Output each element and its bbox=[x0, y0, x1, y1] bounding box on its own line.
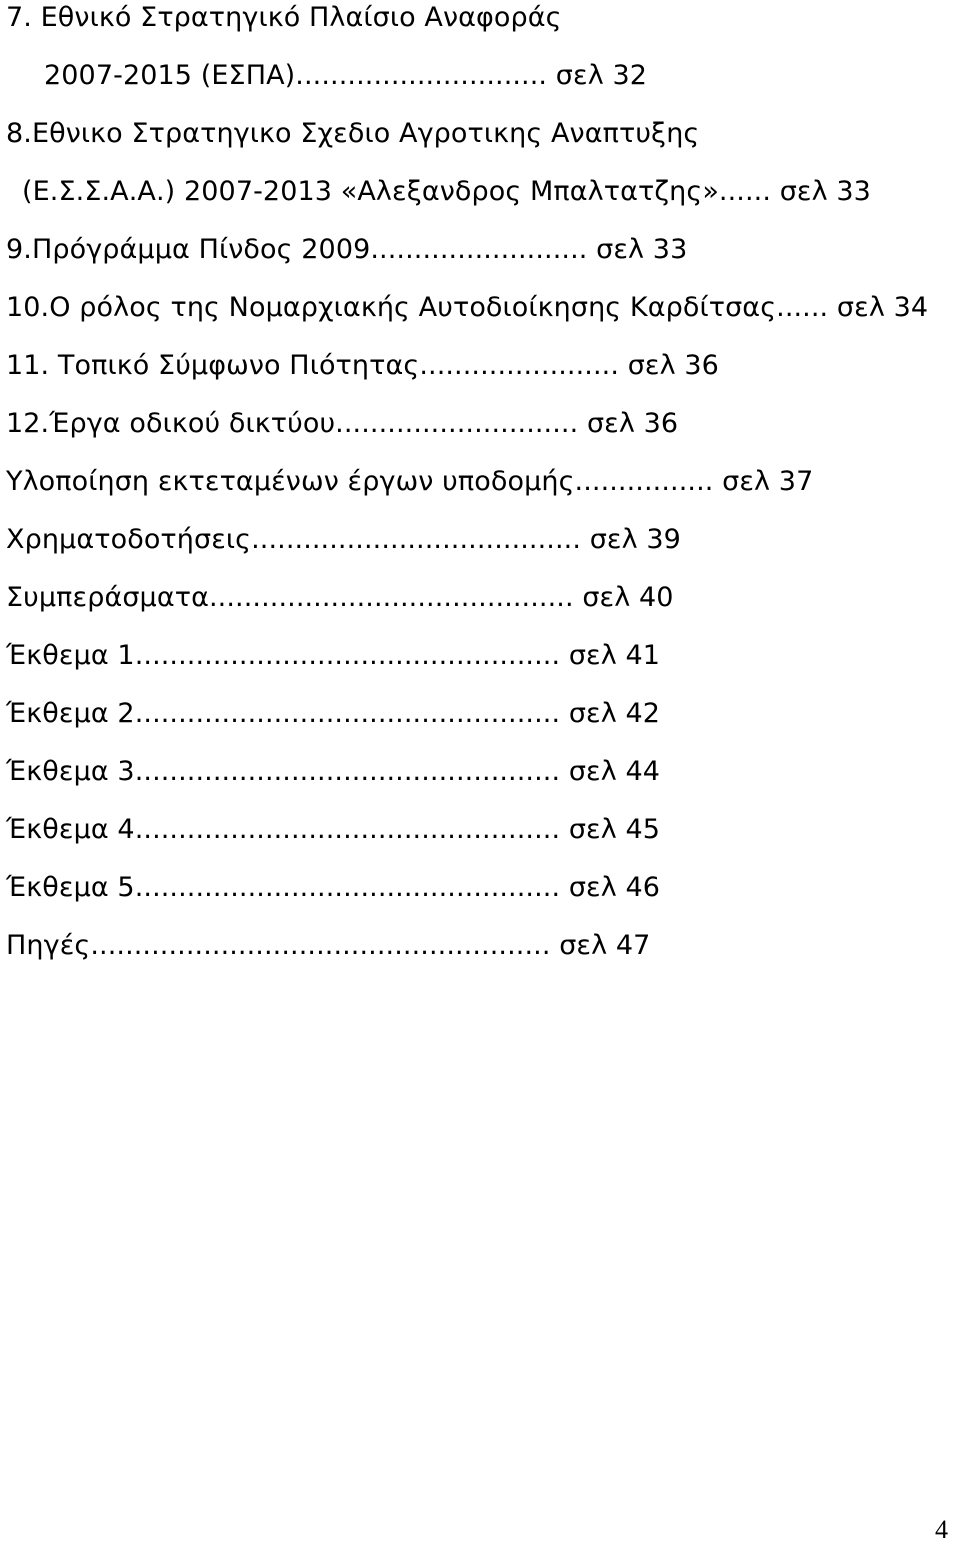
toc-line: Υλοποίηση εκτεταμένων έργων υποδομής................ σελ 37 bbox=[6, 466, 814, 497]
toc-line: Πηγές..................................................... σελ 47 bbox=[6, 930, 651, 961]
toc-line: Χρηματοδοτήσεις...................................... σελ 39 bbox=[6, 524, 681, 555]
toc-line: 2007-2015 (ΕΣΠΑ)............................. σελ 32 bbox=[44, 60, 648, 91]
toc-line: 8.Εθνικο Στρατηγικο Σχεδιο Αγροτικης Αναπτυξης bbox=[6, 118, 700, 149]
toc-line: Έκθεμα 3................................................. σελ 44 bbox=[6, 756, 661, 787]
toc-line: 7. Εθνικό Στρατηγικό Πλαίσιο Αναφοράς bbox=[6, 2, 562, 33]
toc-line: Έκθεμα 2................................................. σελ 42 bbox=[6, 698, 661, 729]
toc-line: Έκθεμα 5................................................. σελ 46 bbox=[6, 872, 661, 903]
page-number: 4 bbox=[935, 1515, 948, 1544]
toc-line: Έκθεμα 1................................................. σελ 41 bbox=[6, 640, 661, 671]
toc-line: 10.Ο ρόλος της Νομαρχιακής Αυτοδιοίκησης Καρδίτσας...... σελ 34 bbox=[6, 292, 929, 323]
toc-line: 9.Πρόγράμμα Πίνδος 2009......................... σελ 33 bbox=[6, 234, 688, 265]
toc-line: Έκθεμα 4................................................. σελ 45 bbox=[6, 814, 661, 845]
toc-line: 11. Τοπικό Σύμφωνο Πιότητας....................... σελ 36 bbox=[6, 350, 719, 381]
toc-line: (Ε.Σ.Σ.Α.Α.) 2007-2013 «Αλεξανδρος Μπαλτατζης»...... σελ 33 bbox=[22, 176, 871, 207]
toc-line: 12.Έργα οδικού δικτύου............................ σελ 36 bbox=[6, 408, 679, 439]
toc-line: Συμπεράσματα.......................................... σελ 40 bbox=[6, 582, 674, 613]
